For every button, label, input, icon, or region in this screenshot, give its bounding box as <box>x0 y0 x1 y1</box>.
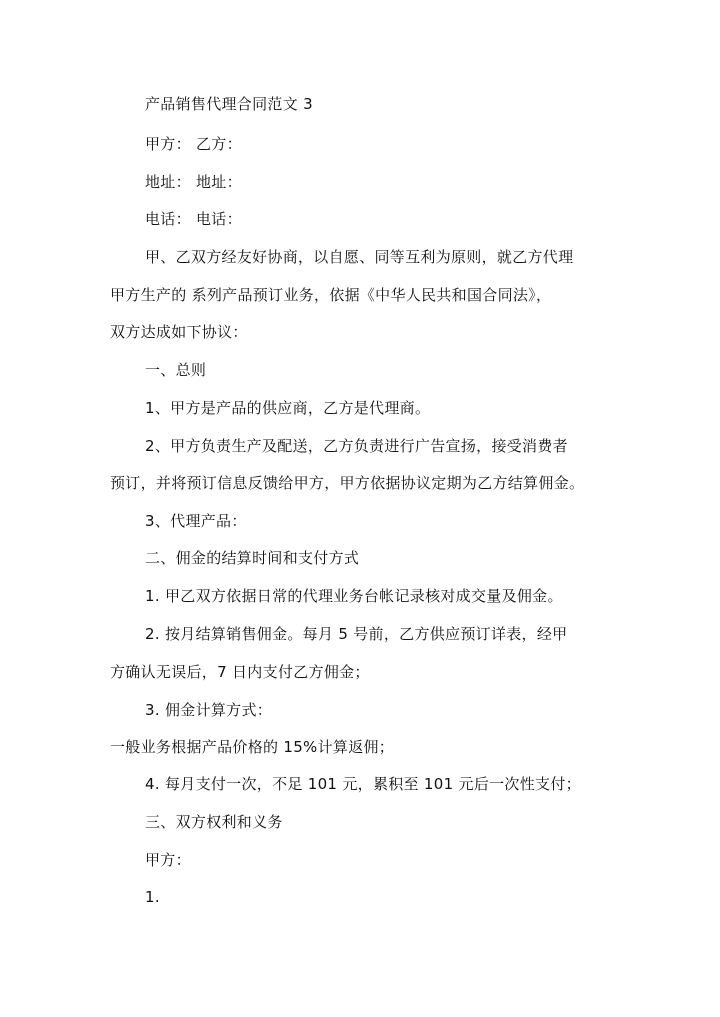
party-label: 甲方： <box>145 851 191 869</box>
party-names-line: 甲方： 乙方： <box>145 135 242 153</box>
clause-line: 一般业务根据产品价格的 15%计算返佣； <box>110 738 395 756</box>
clause-line: 2. 按月结算销售佣金。每月 5 号前，乙方供应预订详表，经甲 <box>145 625 568 643</box>
clause-line: 1. 甲乙双方依据日常的代理业务台帐记录核对成交量及佣金。 <box>145 587 563 605</box>
intro-paragraph-line: 双方达成如下协议： <box>110 323 248 341</box>
section-heading: 一、总则 <box>145 361 207 379</box>
clause-line: 预订，并将预订信息反馈给甲方，甲方依据协议定期为乙方结算佣金。 <box>110 474 585 492</box>
clause-line: 3、代理产品： <box>145 512 247 530</box>
intro-paragraph-line: 甲方生产的 系列产品预订业务，依据《中华人民共和国合同法》， <box>110 286 552 304</box>
document-title: 产品销售代理合同范文 3 <box>145 95 313 113</box>
clause-line: 1、甲方是产品的供应商，乙方是代理商。 <box>145 399 431 417</box>
intro-paragraph-line: 甲、乙双方经友好协商，以自愿、同等互利为原则，就乙方代理 <box>145 248 574 266</box>
section-heading: 三、双方权利和义务 <box>145 813 283 831</box>
section-heading: 二、佣金的结算时间和支付方式 <box>145 549 360 567</box>
clause-line: 1. <box>145 888 160 906</box>
clause-line: 2、甲方负责生产及配送，乙方负责进行广告宣扬，接受消费者 <box>145 437 568 455</box>
clause-line: 方确认无误后，7 日内支付乙方佣金； <box>110 663 370 681</box>
party-phone-line: 电话： 电话： <box>145 210 242 228</box>
clause-line: 3. 佣金计算方式： <box>145 701 273 719</box>
party-address-line: 地址： 地址： <box>145 173 242 191</box>
clause-line: 4. 每月支付一次，不足 101 元，累积至 101 元后一次性支付； <box>145 775 581 793</box>
